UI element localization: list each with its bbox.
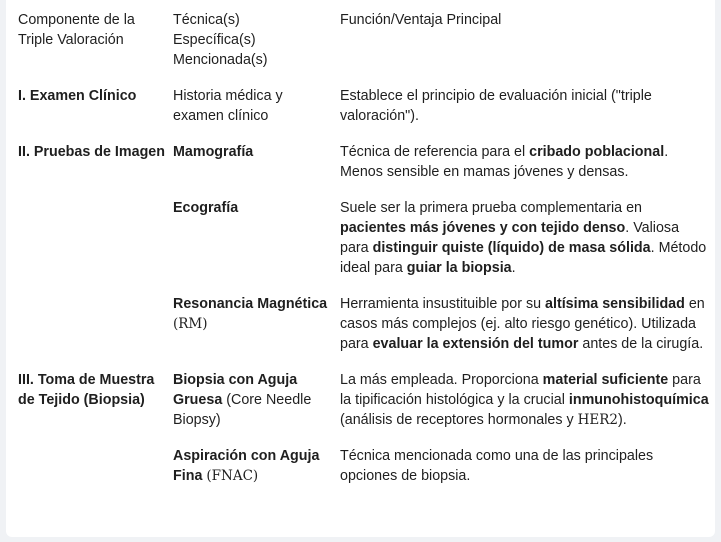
header-component bbox=[18, 10, 173, 86]
table-row bbox=[18, 142, 710, 198]
cell-technique: Mamografía bbox=[173, 144, 254, 160]
header-text: Técnica(s) bbox=[173, 12, 240, 28]
cell-function: Técnica de referencia para el cribado poblacional. Menos sensible en mamas jóvenes y densas. bbox=[340, 144, 669, 180]
cell-function: Técnica mencionada como una de las principales opciones de biopsia. bbox=[340, 448, 654, 484]
table-row bbox=[18, 86, 710, 142]
cell-component: III. Toma de Muestra de Tejido (Biopsia) bbox=[18, 372, 155, 408]
table-row bbox=[18, 198, 710, 294]
triple-assessment-table bbox=[18, 10, 710, 486]
cell-component bbox=[18, 198, 173, 294]
table-header-row bbox=[18, 10, 710, 86]
header-text: Específica(s) bbox=[173, 32, 256, 48]
cell-technique: Resonancia Magnética (RM) bbox=[173, 296, 328, 332]
cell-function: Herramienta insustituible por su altísima sensibilidad en casos más complejos (ej. alto riesgo genético). Utilizada para evaluar la extensión del tumor antes de la cirugía. bbox=[340, 296, 705, 352]
header-text: Mencionada(s) bbox=[173, 52, 268, 68]
cell-function: La más empleada. Proporciona material suficiente para la tipificación histológica y la crucial inmunohistoquímica (análisis de receptores hormonales y HER2). bbox=[340, 372, 709, 428]
cell-component: II. Pruebas de Imagen bbox=[18, 144, 165, 160]
header-text: Componente de la bbox=[18, 12, 135, 28]
cell-technique: Aspiración con Aguja Fina (FNAC) bbox=[173, 448, 320, 484]
table-row bbox=[18, 446, 710, 486]
cell-function: Suele ser la primera prueba complementaria en pacientes más jóvenes y con tejido denso. Valiosa para distinguir quiste (líquido) de masa sólida. Método ideal para guiar la biopsia. bbox=[340, 200, 707, 276]
cell-component bbox=[18, 446, 173, 486]
response-card bbox=[6, 0, 715, 537]
header-function bbox=[340, 10, 710, 86]
cell-technique: Biopsia con Aguja Gruesa (Core Needle Biopsy) bbox=[173, 372, 312, 428]
table-row bbox=[18, 370, 710, 446]
page-background-strip bbox=[0, 537, 721, 542]
cell-technique: Ecografía bbox=[173, 200, 239, 216]
cell-component: I. Examen Clínico bbox=[18, 88, 137, 104]
header-technique bbox=[173, 10, 340, 86]
cell-component bbox=[18, 294, 173, 370]
header-text: Triple Valoración bbox=[18, 32, 124, 48]
cell-function: Establece el principio de evaluación inicial ("triple valoración"). bbox=[340, 88, 652, 124]
cell-technique: Historia médica y examen clínico bbox=[173, 88, 283, 124]
header-text: Función/Ventaja Principal bbox=[340, 12, 502, 28]
table-row bbox=[18, 294, 710, 370]
